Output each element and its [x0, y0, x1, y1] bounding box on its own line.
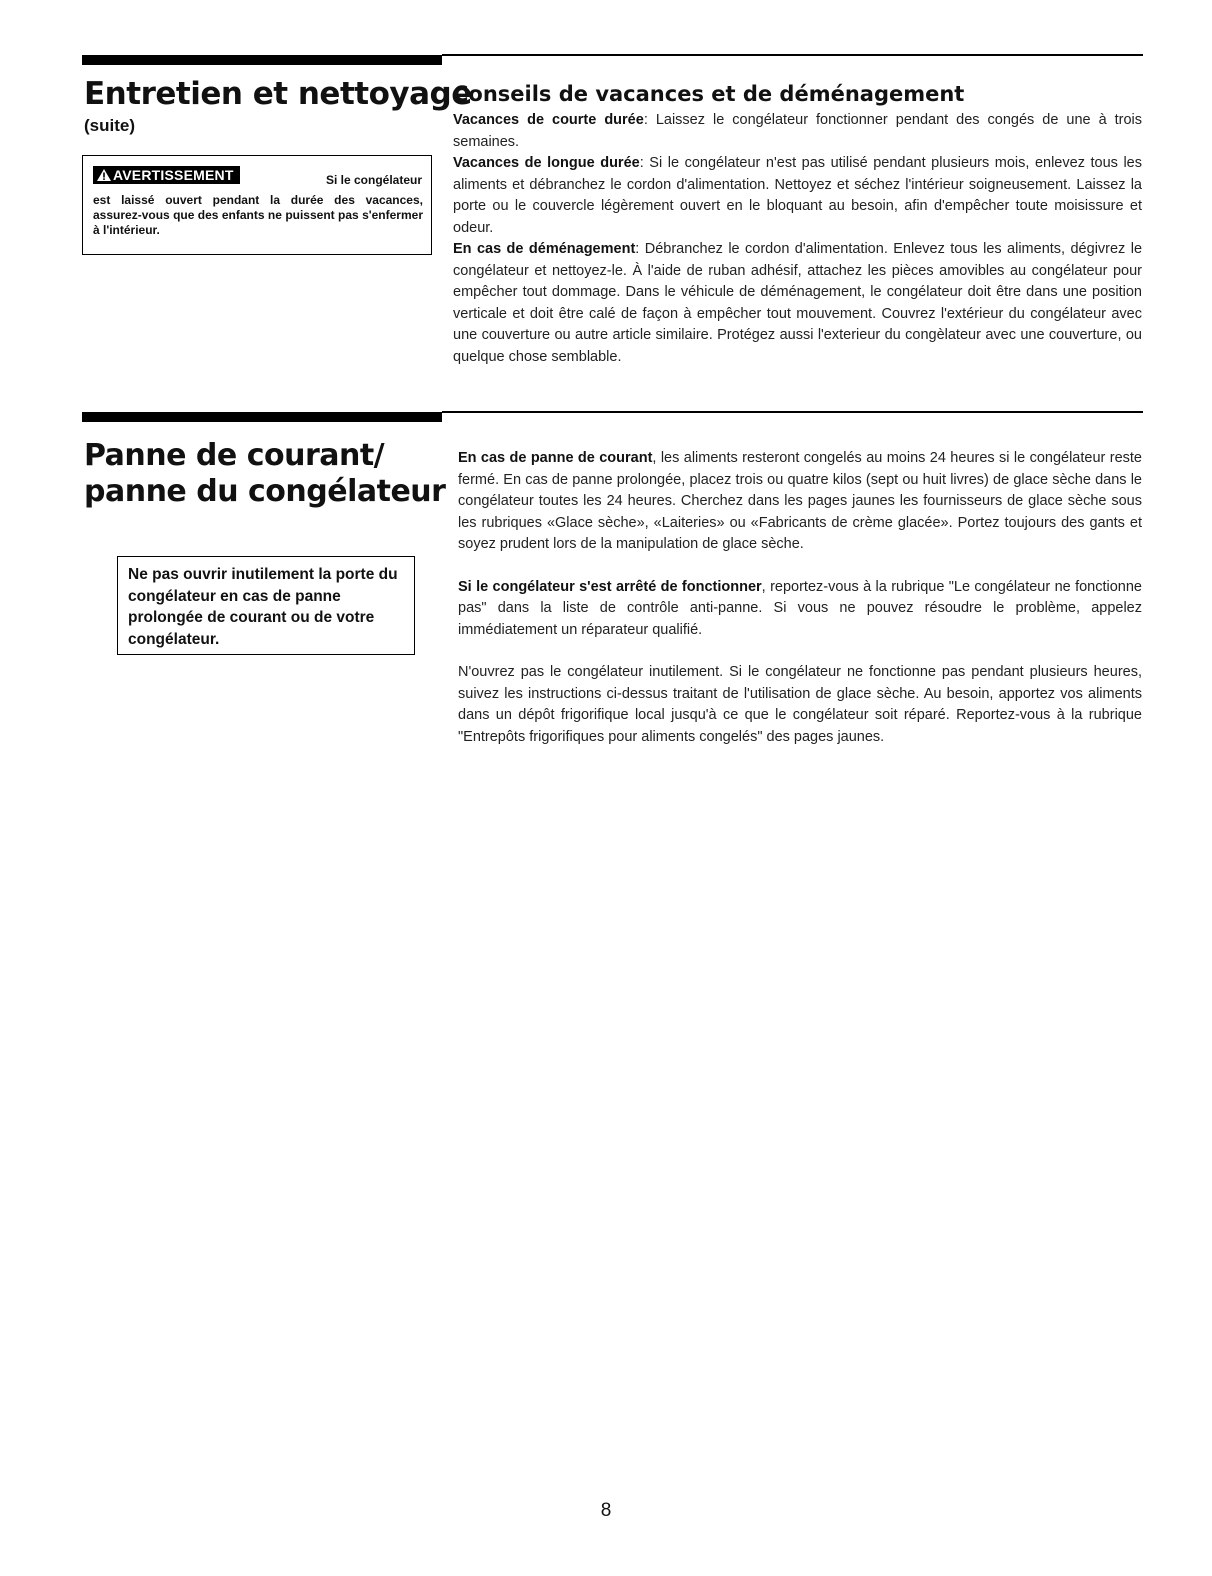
paragraph-label: En cas de panne de courant: [458, 450, 653, 466]
tip-text: : Laissez le congélateur fonctionner pendant des congés de une à trois semaines.: [453, 112, 1143, 150]
tip-long-vacation: [453, 153, 1142, 239]
section-subtitle: (suite): [84, 116, 135, 135]
tip-label: Vacances de courte durée: [453, 112, 644, 128]
tip-text: : Débranchez le cordon d'alimentation. Enlevez tous les aliments, dégivrez le congélateur et nettoyez-le. À l'aide de ruban adhésif, attachez les pièces amovibles au congélateur pour empêcher tout dommage. Dans le véhicule de déménagement, le congélateur doit être dans une position verticale et doit être calé de façon à empêcher tout mouvement. Couvrez l'extérieur du congélateur avec une couverture ou autre article similaire. Protégez aussi l'exterieur du congèlateur avec une couverture, ou quelque chose semblable.: [453, 241, 1143, 365]
tip-text: : Si le congélateur n'est pas utilisé pendant plusieurs mois, enlevez tous les aliments et débranchez le cordon d'alimentation. Nettoyez et séchez l'intérieur soigneusement. Laissez la porte ou le couvercle légèrement ouvert en le bloquant au besoin, afin d'empêcher toute moisissure et odeur.: [453, 155, 1142, 236]
tip-label: Vacances de longue durée: [453, 155, 640, 171]
warning-text: est laissé ouvert pendant la durée des vacances, assurez-vous que des enfants ne puissent pas s'enfermer à l'intérieur.: [93, 193, 423, 237]
paragraph-label: Si le congélateur s'est arrêté de fonctionner: [458, 578, 762, 595]
paragraph-text: , reportez-vous à la rubrique "Le congélateur ne fonctionne pas" dans la liste de contrôle anti-panne. Si vous ne pouvez résoudre le problème, appelez immédiatement un réparateur qualifié.: [458, 578, 1142, 638]
warning-lead: Si le congélateur: [325, 173, 422, 187]
section-rule-thick: [82, 55, 442, 65]
vacation-tips: [453, 110, 1142, 368]
warning-triangle-icon: [97, 169, 111, 181]
subsection-heading: Conseils de vacances et de déménagement: [453, 82, 965, 106]
section-title-line: Panne de courant/: [84, 438, 385, 473]
section-rule-thin: [442, 54, 1143, 56]
warning-badge: [93, 166, 240, 184]
tip-moving: [453, 239, 1142, 368]
tip-label: En cas de déménagement: [453, 241, 636, 257]
paragraph: [458, 448, 1142, 556]
paragraph-text: , les aliments resteront congelés au moins 24 heures si le congélateur reste fermé. En cas de panne prolongée, placez trois ou quatre kilos (sept ou huit livres) de glace sèche dans le congélateur toutes les 24 heures. Cherchez dans les pages jaunes les fournisseurs de glace sèche sous les rubriques «Glace sèche», «Laiteries» ou «Fabricants de crème glacée». Portez toujours des gants et soyez prudent lors de la manipulation de glace sèche.: [458, 450, 1142, 552]
section-title: Entretien et nettoyage: [84, 76, 472, 112]
note-box: Ne pas ouvrir inutilement la porte du congélateur en cas de panne prolongée de courant ou de votre congélateur.: [117, 556, 415, 655]
tip-short-vacation: [453, 110, 1142, 153]
paragraph: N'ouvrez pas le congélateur inutilement. Si le congélateur ne fonctionne pas pendant plusieurs heures, suivez les instructions ci-dessus traitant de l'utilisation de glace sèche. Au besoin, apportez vos aliments dans un dépôt frigorifique local jusqu'à ce que le congélateur soit réparé. Reportez-vous à la rubrique "Entrepôts frigorifiques pour aliments congelés" des pages jaunes.: [458, 664, 1142, 745]
warning-box: [82, 155, 432, 255]
page-number: 8: [600, 1500, 612, 1521]
power-failure-text: [458, 448, 1142, 748]
paragraph: [458, 577, 1142, 642]
section-title: [84, 438, 445, 510]
section-rule-thin: [442, 411, 1143, 413]
section-title-line: panne du congélateur: [84, 474, 446, 509]
warning-badge-label: AVERTISSEMENT: [113, 167, 234, 183]
section-rule-thick: [82, 412, 442, 422]
